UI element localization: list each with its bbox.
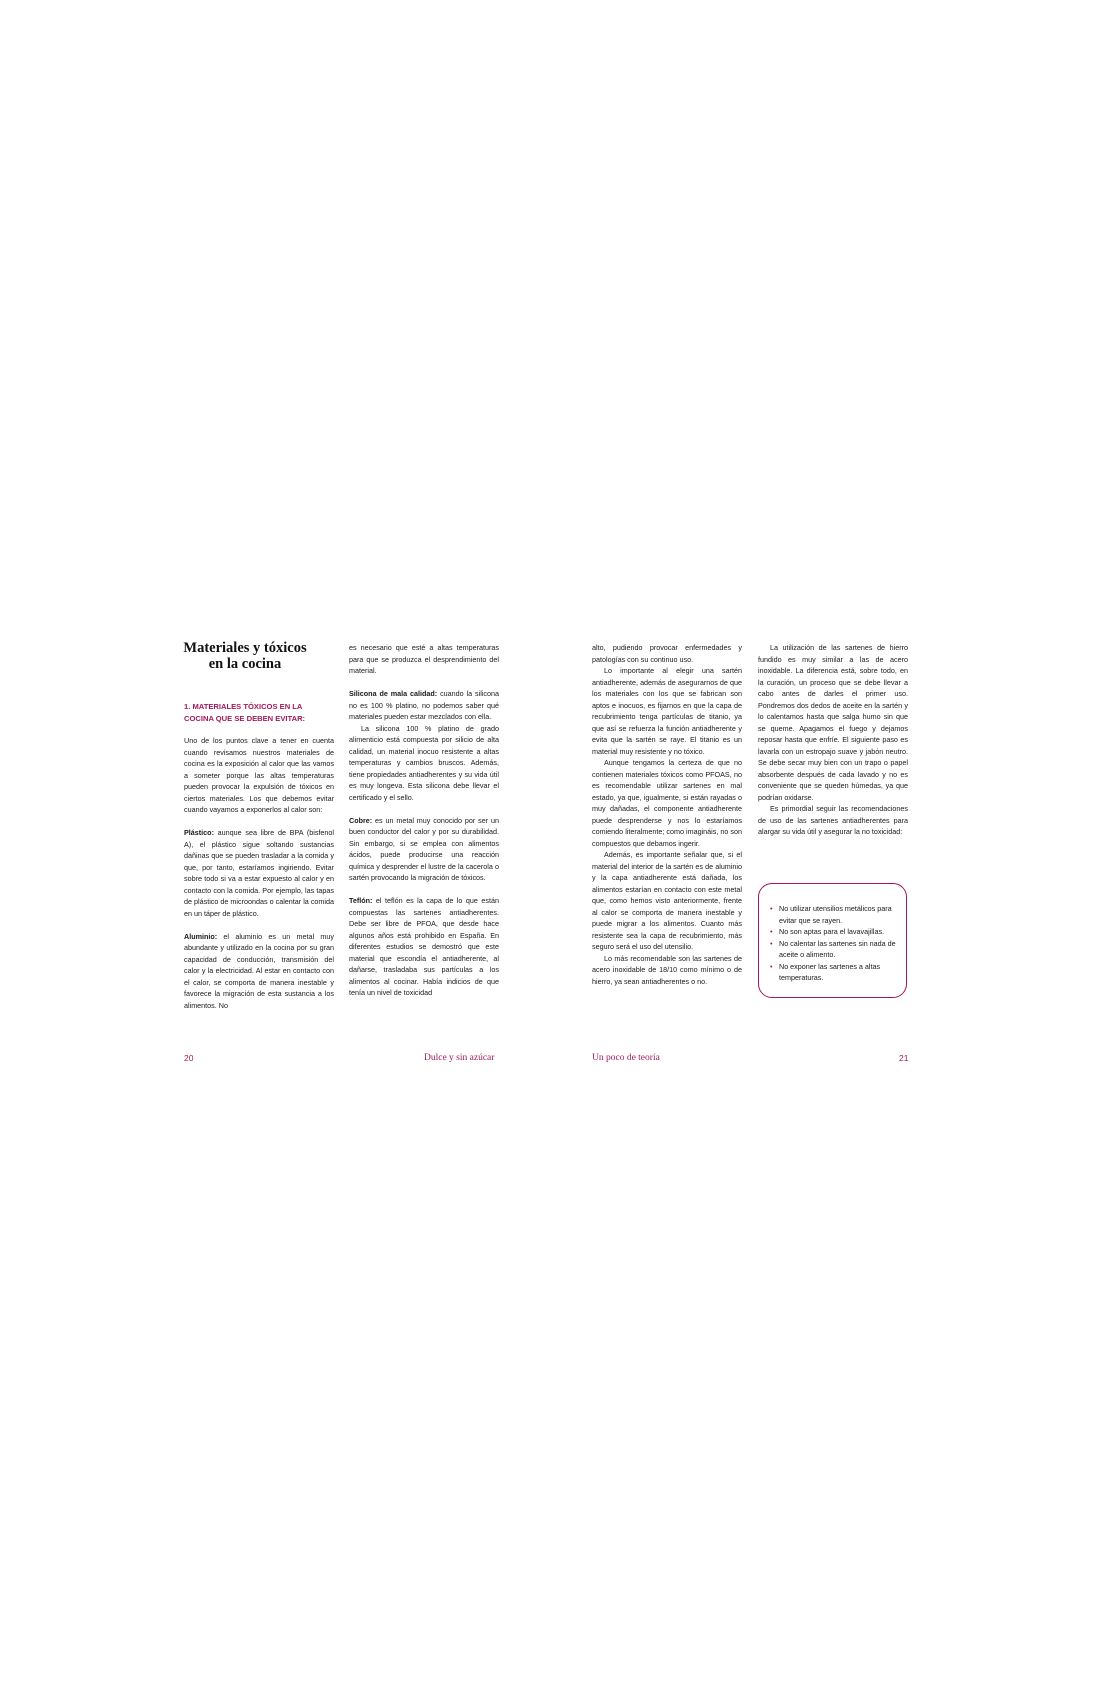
bullet-icon: • xyxy=(770,938,773,948)
intro-paragraph: Uno de los puntos clave a tener en cuenta cuando revisamos nuestros materiales de cocina es la exposición al calor que las vamos a someter porque las altas temperaturas pueden provocar la expulsión de tóxicos en ciertos materiales. Los que debemos evitar cuando vayamos a exponerlos al calor son: xyxy=(184,736,334,814)
title-line-1: Materiales y tóxicos xyxy=(183,640,307,656)
plastico-label: Plástico: xyxy=(184,828,214,837)
section-heading xyxy=(184,701,324,724)
title-line-2: en la cocina xyxy=(208,656,282,672)
teflon-paragraph xyxy=(349,895,499,999)
column-3 xyxy=(592,642,742,987)
silicona-paragraph-2: La silicona 100 % platino de grado alimenticio está compuesta por silicio de alta calidad, un material inocuo resistente a altas temperaturas y cambios bruscos. Además, tiene propiedades antiadherentes y su vida útil es muy longeva. Esta silicona debe llevar el certificado y el sello. xyxy=(349,723,499,802)
column-3-paragraph-2: Aunque tengamos la certeza de que no contienen materiales tóxicos como PFOAS, no es recomendable utilizar sartenes en mal estado, ya que, igualmente, si están rayadas o muy dañadas, el componente antiadherente puede desprenderse y nos lo estaríamos comiendo literalmente; como imagináis, no son compuestos que debamos ingerir. xyxy=(592,758,742,848)
column-3-continuation: alto, pudiendo provocar enfermedades y patologías con su continuo uso. xyxy=(592,643,742,664)
chapter-title-footer: Un poco de teoría xyxy=(592,1053,660,1063)
section-heading-line-2: COCINA QUE SE DEBEN EVITAR: xyxy=(184,713,306,723)
column-2-continuation: es necesario que esté a altas temperaturas para que se produzca el desprendimiento del material. xyxy=(349,643,499,675)
recommendations-box xyxy=(758,883,907,998)
silicona-text: cuando la silicona no es 100 % platino, no podemos saber qué materiales pueden estar mezclados con ella. xyxy=(349,689,499,721)
section-heading-line-1: 1. MATERIALES TÓXICOS EN LA xyxy=(184,702,303,711)
silicona-paragraph xyxy=(349,688,499,723)
plastico-text: aunque sea libre de BPA (bisfenol A), el plástico sigue soltando sustancias dañinas que se pueden trasladar a la comida y que, por tanto, estaríamos ingiriendo. Evitar sobre todo si va a estar expuesto al calor y en contacto con la comida. Por ejemplo, las tapas de plástico de microondas o calentar la comida en un táper de plástico. xyxy=(184,828,334,918)
list-item: • No exponer las sartenes a altas temperaturas. xyxy=(770,961,881,982)
bullet-icon: • xyxy=(770,904,773,913)
column-3-paragraph-3: Además, es importante señalar que, si el material del interior de la sartén es de aluminio y la capa antiadherente está dañada, los alimentos estarían en contacto con este metal que, como hemos visto anteriormente, frente al calor se comporta de manera inestable y puede migrar a los alimentos. Cuanto más resistente sea la capa de recubrimiento, más seguro será el uso del utensilio. xyxy=(592,850,742,951)
teflon-text: el teflón es la capa de lo que están compuestas las sartenes antiadherentes. Debe ser libre de PFOA, que desde hace algunos años está prohibido en España. En diferentes estudios se demostró que este material que escondía el antiadherente, al dañarse, trasladaba sus partículas a los alimentos al cocinar. Había indicios de que tenía un nivel de toxicidad xyxy=(349,896,499,997)
teflon-label: Teflón: xyxy=(349,896,373,905)
column-3-paragraph-1: Lo importante al elegir una sartén antiadherente, además de asegurarnos de que los materiales con los que se fabrican son aptos e inocuos, es fijarnos en que la capa de recubrimiento tenga partículas de titanio, ya que así se refuerza la función antiadherente y evita que la sartén se raye. El titanio es un material muy resistente y no tóxico. xyxy=(592,666,742,756)
cobre-paragraph xyxy=(349,815,499,884)
aluminio-text: el aluminio es un metal muy abundante y utilizado en la cocina por su gran capacidad de conducción, transmisión del calor y la electricidad. Al estar en contacto con el calor, se comporta de manera inestable y favorece la migración de esta sustancia a los alimentos. No xyxy=(184,931,334,1010)
cobre-text: es un metal muy conocido por ser un buen conductor del calor y por su durabilidad. Sin embargo, si se emplea con alimentos ácidos, puede producirse una reacción química y desprender el lustre de la cacerola o sartén provocando la migración de tóxicos. xyxy=(349,815,499,882)
list-item: • No calentar las sartenes sin nada de aceite o alimento. xyxy=(770,938,896,959)
aluminio-label: Aluminio: xyxy=(184,931,218,941)
column-1 xyxy=(184,735,334,1011)
plastico-paragraph xyxy=(184,827,334,919)
bullet-icon: • xyxy=(770,961,773,971)
column-4 xyxy=(758,642,908,838)
column-2 xyxy=(349,642,499,999)
recommendations-list xyxy=(769,903,896,984)
page-number-right: 21 xyxy=(899,1053,909,1063)
book-title-footer: Dulce y sin azúcar xyxy=(424,1053,495,1063)
column-4-paragraph-1: La utilización de las sartenes de hierro fundido es muy similar a las de acero inoxidable. La diferencia está, sobre todo, en la curación, un proceso que se debe llevar a cabo antes de darles el primer uso. Pondremos dos dedos de aceite en la sartén y lo calentamos hasta que salga humo sin que se queme. Apagamos el fuego y dejamos reposar hasta que enfríe. El siguiente paso es lavarla con un estropajo suave y jabón neutro. Se debe secar muy bien con un trapo o papel absorbente después de cada lavado y no es conveniente que se queden húmedas, ya que podrían oxidarse. xyxy=(758,643,908,802)
page-number-left: 20 xyxy=(184,1053,194,1063)
column-3-paragraph-4: Lo más recomendable son las sartenes de acero inoxidable de 18/10 como mínimo o de hierro, ya sean antiadherentes o no. xyxy=(592,953,742,986)
bullet-icon: • xyxy=(770,927,773,936)
list-item: • No utilizar utensilios metálicos para evitar que se rayen. xyxy=(770,904,892,925)
aluminio-paragraph xyxy=(184,931,334,1012)
list-item: • No son aptas para el lavavajillas. xyxy=(770,927,885,936)
page-title xyxy=(170,640,320,672)
cobre-label: Cobre: xyxy=(349,815,373,825)
silicona-label: Silicona de mala calidad: xyxy=(349,689,438,698)
column-4-paragraph-2: Es primordial seguir las recomendaciones de uso de las sartenes antiadherentes para alargar su vida útil y asegurar la no toxicidad: xyxy=(758,804,908,836)
